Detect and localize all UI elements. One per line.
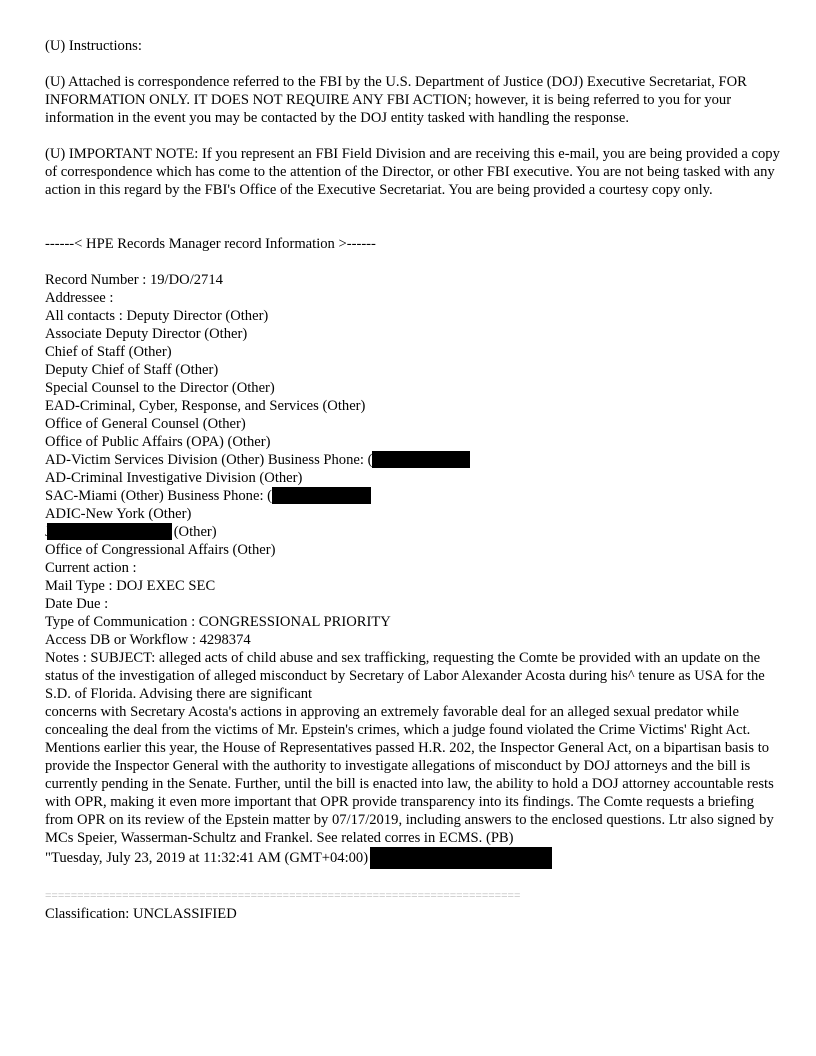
addressee-label: Addressee : [45,290,114,306]
referral-paragraph: (U) Attached is correspondence referred to the FBI by the U.S. Department of Justice (DOJ) Executive Secretariat, FOR INFORMATION ONLY. IT DOES NOT REQUIRE ANY FBI ACTION; however, it is being referred to you for your information in the event you may be contacted by the DOJ entity tasked with handling the response. [45,74,747,126]
contact-line: Special Counsel to the Director (Other) [45,380,275,396]
redaction-box [272,487,371,504]
record-number: Record Number : 19/DO/2714 [45,272,223,288]
contact-line: Associate Deputy Director (Other) [45,326,248,342]
current-action: Current action : [45,560,137,576]
contact-line: Office of General Counsel (Other) [45,416,246,432]
access-db: Access DB or Workflow : 4298374 [45,632,251,648]
victim-services-label: AD-Victim Services Division (Other) Business Phone: ( [45,452,373,468]
important-note-paragraph: (U) IMPORTANT NOTE: If you represent an FBI Field Division and are receiving this e-mail, you are being provided a copy of correspondence which has come to the attention of the Director, or other FBI executive. You are not being tasked with any action in this regard by the FBI's Office of the Executive Secretariat. You are being provided a courtesy copy only. [45,146,780,198]
redacted-contact [45,523,780,541]
redaction-box [372,451,470,468]
contact-line: Deputy Chief of Staff (Other) [45,362,219,378]
record-info-header: ------< HPE Records Manager record Information >------ [45,236,376,252]
document-body [45,37,780,923]
victim-services-contact [45,451,780,469]
sac-miami-label: SAC-Miami (Other) Business Phone: ( [45,488,273,504]
timestamp: "Tuesday, July 23, 2019 at 11:32:41 AM (GMT+04:00) [45,850,369,866]
notes-second-part: concerns with Secretary Acosta's actions in approving an extremely favorable deal for an alleged sexual predator while concealing the deal from the victims of Mr. Epstein's crimes, which a judge found violated the Crime Victims' Right Act. Mentions earlier this year, the House of Representatives passed H.R. 202, the Inspector General Act, on a bipartisan basis to provide the Inspector General with the authority to investigate allegations of misconduct by DOJ attorneys and the bill is currently pending in the Senate. Further, until the bill is enacted into law, the ability to hold a DOJ attorney accountable rests with OPR, making it even more important that OPR provide transparency into its findings. The Comte requests a briefing from OPR on its review of the Epstein matter by 07/17/2019, including answers to the enclosed questions. Ltr also signed by MCs Speier, Wasserman-Schultz and Frankel. See related corres in ECMS. (PB) [45,704,774,846]
separator-rule: ========================================================================== [45,890,521,902]
communication-type: Type of Communication : CONGRESSIONAL PRIORITY [45,614,391,630]
redaction-box [370,847,552,869]
notes-first-part: Notes : SUBJECT: alleged acts of child abuse and sex trafficking, requesting the Comte be provided with an update on the status of the investigation of alleged misconduct by Secretary of Labor Alexander Acosta during his^ tenure as USA for the S.D. of Florida. Advising there are significant [45,650,765,702]
contact-line: Office of Congressional Affairs (Other) [45,542,276,558]
instructions-heading: (U) Instructions: [45,38,142,54]
sac-miami-contact [45,487,780,505]
classification: Classification: UNCLASSIFIED [45,906,237,922]
contact-line: EAD-Criminal, Cyber, Response, and Services (Other) [45,398,366,414]
contact-line: Chief of Staff (Other) [45,344,172,360]
timestamp-line [45,847,780,869]
redacted-contact-suffix: (Other) [173,524,217,540]
date-due: Date Due : [45,596,109,612]
mail-type: Mail Type : DOJ EXEC SEC [45,578,216,594]
contact-line: ADIC-New York (Other) [45,506,192,522]
redaction-box [47,523,172,540]
contact-line: Office of Public Affairs (OPA) (Other) [45,434,271,450]
contact-line: AD-Criminal Investigative Division (Other) [45,470,303,486]
contact-line: All contacts : Deputy Director (Other) [45,308,269,324]
